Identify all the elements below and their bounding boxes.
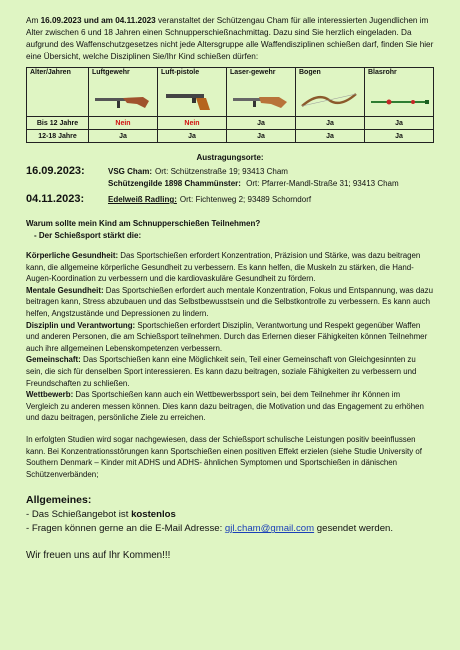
header-age — [27, 68, 89, 117]
general-title: Allgemeines: — [26, 494, 92, 507]
research-paragraph: In erfolgten Studien wird sogar nachgewiesen, dass der Schießsport schulische Leistungen positiv beeinflussen kann. Bei Konzentrationsstörungen kann Sportschießen einen positiven Effekt erzielen (siehe Studie University of Southern Denmark – Kinder mit ADHS und ADHS- ähnlichen Symptomen und Sportschießen in dänischen Schützenverbänden; — [26, 434, 422, 479]
permission-cell: Ja — [227, 117, 296, 130]
permission-cell: Ja — [365, 130, 434, 143]
permission-cell: Ja — [227, 130, 296, 143]
benefit-paragraph — [26, 354, 434, 389]
free-highlight: kostenlos — [131, 509, 176, 521]
benefit-text: Das Sportschießen erfordert auch mentale Konzentration, Fokus und Entspannung, was dazu beitragen kann, Stress abzubauen und das Selbstbewusstsein und die Selbstkontrolle zu verbessern. Es kann auch helfen, Angstzustände und Depressionen zu lindern. — [26, 285, 434, 318]
header-label: Blasrohr — [368, 69, 397, 76]
benefit-paragraph — [26, 250, 434, 285]
general-text: gesendet werden. — [314, 523, 394, 535]
permission-cell: Ja — [365, 117, 434, 130]
email-link[interactable]: gjl.cham@gmail.com — [224, 523, 315, 535]
permission-cell: Nein — [158, 117, 227, 130]
benefit-title: Körperliche Gesundheit: — [26, 251, 119, 260]
intro-dates: 16.09.2023 und am 04.11.2023 — [40, 16, 156, 25]
age-cell: Bis 12 Jahre — [27, 117, 89, 130]
permission-cell: Ja — [158, 130, 227, 143]
header-label: Luft-pistole — [161, 69, 200, 76]
general-line-free — [26, 509, 434, 520]
discipline-table — [26, 67, 434, 143]
benefits-section — [26, 250, 434, 424]
benefit-text: Sportschießen erfordert Disziplin, Verantwortung und Respekt gegenüber Waffen und anderen Personen, die am Schießsport teilnehmen. Durch das Erlernen dieser Fähigkeiten können Teilnehmer auch ihre allgemeinen Lebenskompetenzen verbessern. — [26, 320, 428, 353]
air-pistol-image — [162, 90, 220, 112]
table-row — [27, 117, 434, 130]
closing-text: Wir freuen uns auf Ihr Kommen!!! — [26, 550, 171, 562]
permission-cell: Ja — [296, 130, 365, 143]
age-cell: 12-18 Jahre — [27, 130, 89, 143]
location-club: Schützengilde 1898 Chammünster: — [108, 179, 241, 188]
general-text: - Das Schießangebot ist — [26, 509, 132, 521]
location-club: Edelweiß Radling: — [108, 195, 177, 204]
location-club: VSG Cham: — [108, 167, 153, 176]
header-lasergewehr — [227, 68, 296, 117]
permission-cell: Ja — [296, 117, 365, 130]
benefit-paragraph — [26, 285, 434, 320]
benefit-text: Das Sportschießen erfordert Konzentration, Präzision und Stärke, was dazu beitragen kann, die allgemeine körperliche Gesundheit zu verbessern. Es kann helfen, die Muskeln zu stärken, die Hand-Augen-Koordination zu verbessern und die kardiovaskuläre Gesundheit zu fördern. — [26, 251, 421, 284]
header-luftgewehr — [89, 68, 158, 117]
intro-text-start: Am — [26, 16, 41, 25]
location-address: Ort: Schützenstraße 19; 93413 Cham — [155, 167, 288, 176]
laser-rifle-image — [231, 92, 289, 112]
benefit-paragraph — [26, 320, 434, 355]
benefit-paragraph — [26, 389, 434, 424]
recurve-bow-image — [300, 90, 358, 112]
header-label: Bogen — [299, 69, 321, 76]
intro-text-rest: veranstaltet der Schützengau Cham für alle interessierten Jugendlichen im Alter zwischen 6 und 18 Jahren einen Schnupperschießnachmittag. Dazu sind Sie herzlich eingeladen. Da aufgrund des Waffenschutzgesetzes nicht jede Altersgruppe alle Waffendisziplinen schießen darf, finden Sie hier eine Übersicht, welche Disziplinen Sie/Ihr Kind schießen dürfen: — [26, 16, 434, 61]
header-luftpistole — [158, 68, 227, 117]
general-line-email — [26, 523, 434, 534]
header-label: Luftgewehr — [92, 69, 130, 76]
locations-title: Austragungsorte: — [196, 153, 264, 162]
header-label: Laser-gewehr — [230, 69, 276, 76]
benefit-title: Disziplin und Verantwortung: — [26, 320, 136, 330]
permission-cell: Nein — [89, 117, 158, 130]
benefit-title: Mentale Gesundheit: — [26, 285, 104, 295]
benefit-text: Das Sportschießen kann auch ein Wettbewerbssport sein, bei dem Teilnehmer ihr Können im Vergleich zu anderen messen können. Dies kann dazu beitragen, die Motivation und das Engagement zu erhöhen und dazu beitragen, persönliche Ziele zu erreichen. — [26, 390, 424, 423]
air-rifle-image — [93, 92, 151, 112]
benefit-title: Gemeinschaft: — [26, 355, 81, 365]
intro-paragraph — [26, 15, 434, 63]
location-row-2 — [26, 179, 434, 188]
table-row — [27, 130, 434, 143]
why-subheading: - Der Schießsport stärkt die: — [34, 231, 142, 240]
why-question: Warum sollte mein Kind am Schnupperschießen Teilnehmen? — [26, 219, 261, 228]
location-date: 16.09.2023: — [26, 165, 85, 177]
benefit-title: Wettbewerb: — [26, 390, 74, 400]
location-row-3 — [26, 193, 434, 205]
header-blasrohr — [365, 68, 434, 117]
blowpipe-image — [369, 92, 431, 112]
permission-cell: Ja — [89, 130, 158, 143]
location-address: Ort: Fichtenweg 2; 93489 Schorndorf — [179, 195, 312, 204]
location-address: Ort: Pfarrer-Mandl-Straße 31; 93413 Cham — [246, 179, 399, 188]
header-label: Alter/Jahren — [30, 69, 71, 76]
location-row-1 — [26, 165, 434, 177]
benefit-text: Das Sportschießen kann eine Möglichkeit sein, Teil einer Gemeinschaft von Gleichgesinnten zu sein, die sich für denselben Sport interessieren. Es kann dazu beitragen, soziale Fähigkeiten zu verbessern und Freundschaften zu schließen. — [26, 355, 417, 388]
table-header-row — [27, 68, 434, 117]
location-date: 04.11.2023: — [26, 193, 85, 205]
general-text: - Fragen können gerne an die E-Mail Adresse: — [26, 523, 225, 535]
header-bogen — [296, 68, 365, 117]
